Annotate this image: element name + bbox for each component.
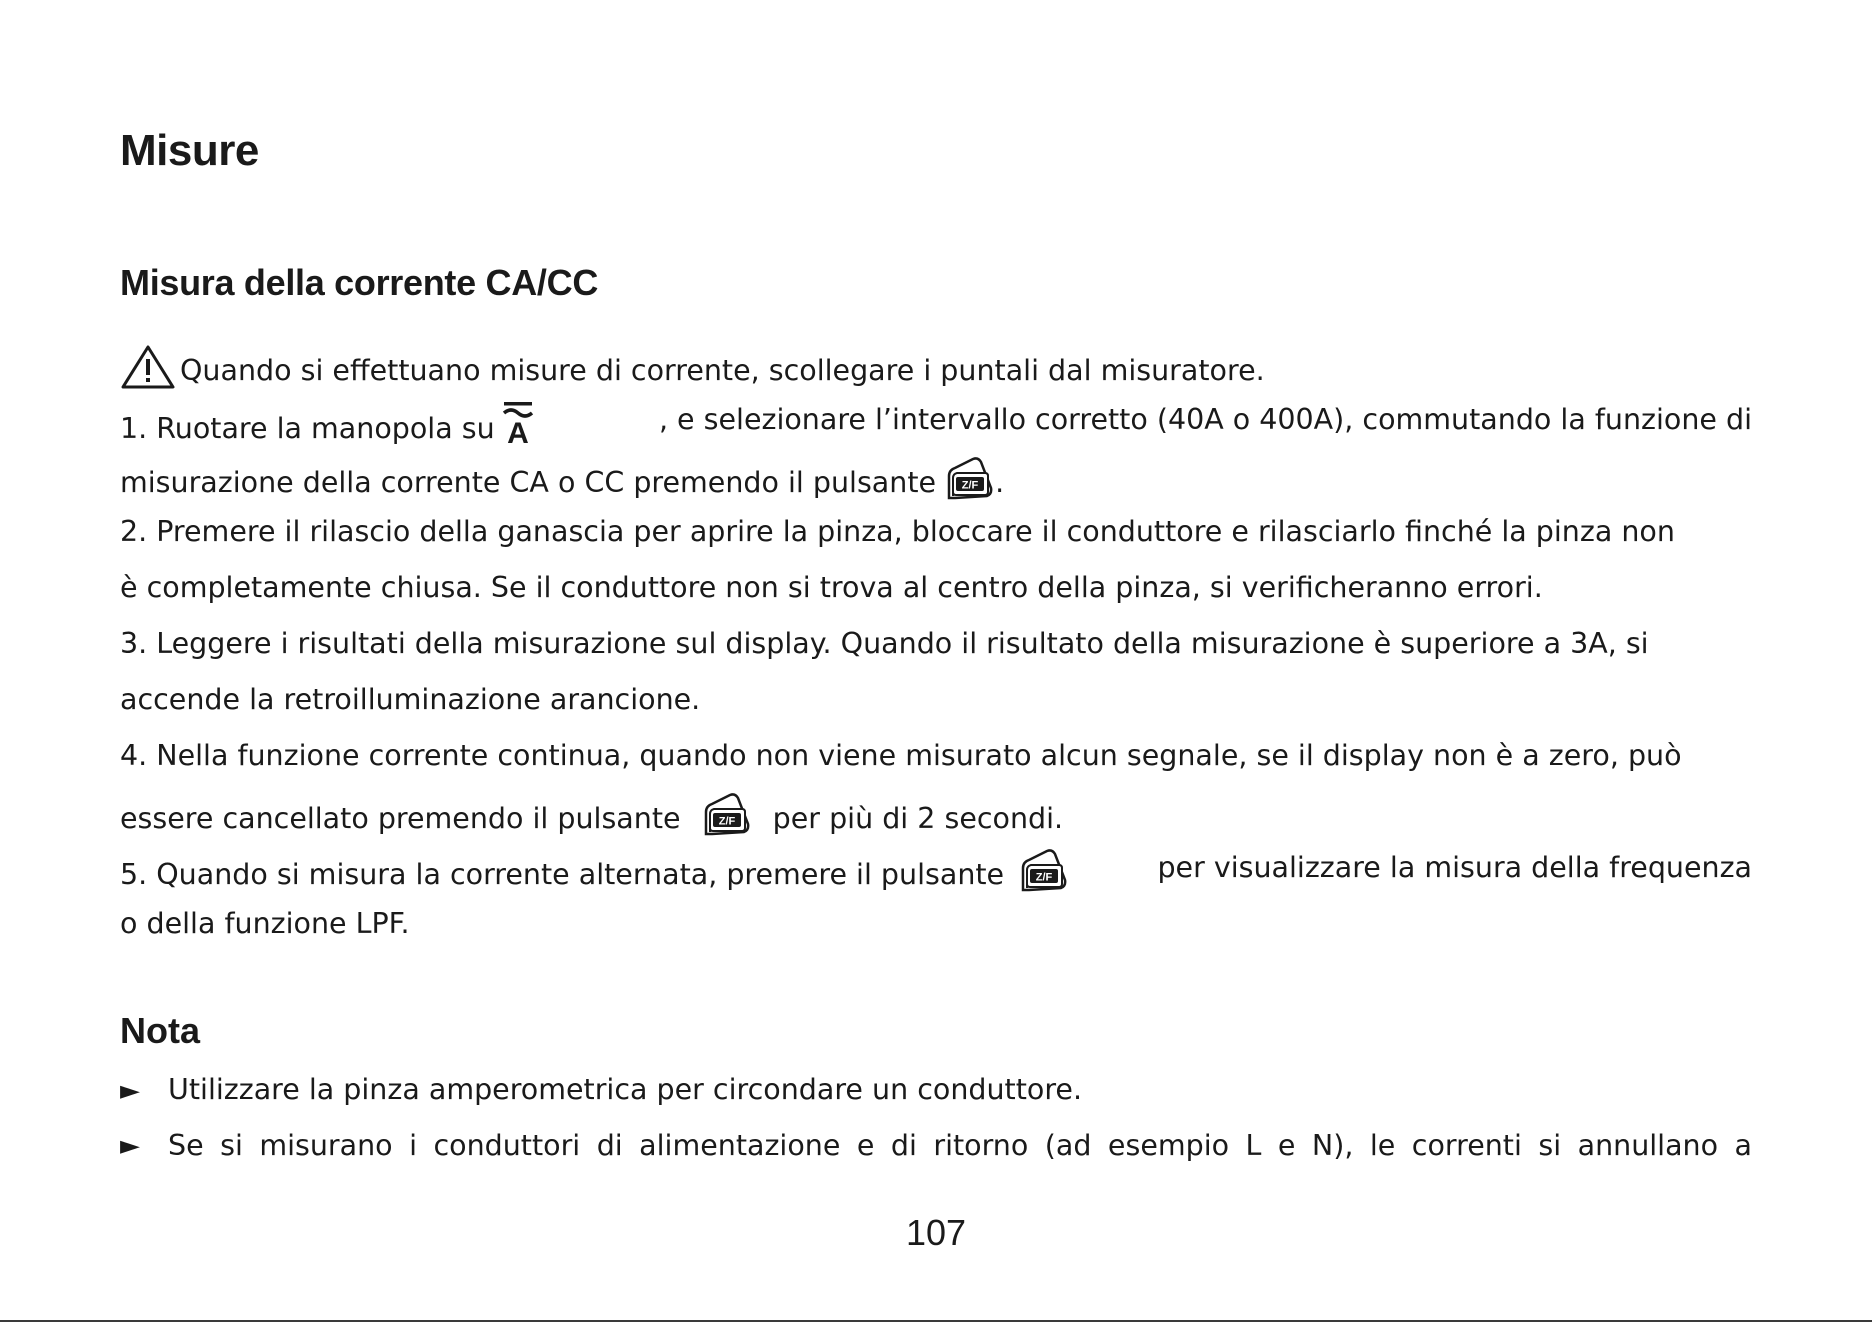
- zf-button-icon: [1019, 848, 1069, 905]
- section-heading: Misura della corrente CA/CC: [120, 262, 599, 303]
- step4-text-c: per più di 2 secondi.: [772, 802, 1064, 835]
- svg-text:Z/F: Z/F: [961, 479, 979, 492]
- svg-text:Z/F: Z/F: [1035, 871, 1053, 884]
- note-item-text: Utilizzare la pinza amperometrica per circondare un conduttore.: [168, 1073, 1083, 1106]
- step2-line1: 2. Premere il rilascio della ganascia per aprire la pinza, bloccare il conduttore e rilasciarlo finché la pinza non: [120, 515, 1675, 548]
- page-title: Misure: [120, 126, 259, 175]
- step5-text-a: 5. Quando si misura la corrente alternata, premere il pulsante: [120, 858, 1005, 891]
- step4-line2: [120, 792, 1752, 849]
- step1-text-a: 1. Ruotare la manopola su: [120, 412, 495, 445]
- step1-line2: [120, 456, 1752, 513]
- document-page: [120, 0, 1752, 1324]
- step5-line1: [120, 848, 1752, 905]
- ac-dc-ampere-icon: [501, 400, 535, 455]
- warning-text: Quando si effettuano misure di corrente, scollegare i puntali dal misuratore.: [180, 354, 1265, 387]
- step1-text-b: , e selezionare l’intervallo corretto (40A o 400A), commutando la funzione di: [658, 403, 1752, 436]
- step1-text-c: misurazione della corrente CA o CC premendo il pulsante: [120, 466, 937, 499]
- note-item: [120, 1070, 1752, 1111]
- note-item: [120, 1126, 1752, 1166]
- svg-text:Z/F: Z/F: [718, 815, 735, 828]
- warning-line: [120, 344, 1752, 401]
- step3-line2: accende la retroilluminazione arancione.: [120, 683, 701, 716]
- bullet-arrow-icon: ►: [120, 1076, 140, 1106]
- step1-text-d: .: [995, 466, 1005, 499]
- zf-button-icon: [945, 456, 995, 513]
- svg-text:A: A: [506, 417, 529, 444]
- note-heading: Nota: [120, 1010, 200, 1051]
- zf-button-icon: [702, 792, 752, 849]
- step5-text-b: per visualizzare la misura della frequenza: [1157, 851, 1752, 884]
- note-item-text: Se si misurano i conduttori di alimentazione e di ritorno (ad esempio L e N), le correnti si annullano a: [168, 1129, 1752, 1162]
- step4-text-b: essere cancellato premendo il pulsante: [120, 802, 681, 835]
- step2-line2: è completamente chiusa. Se il conduttore non si trova al centro della pinza, si verificheranno errori.: [120, 571, 1543, 604]
- bottom-rule: [0, 1320, 1872, 1322]
- step5-line2: o della funzione LPF.: [120, 907, 410, 940]
- bullet-arrow-icon: ►: [120, 1131, 140, 1161]
- step4-line1: 4. Nella funzione corrente continua, quando non viene misurato alcun segnale, se il display non è a zero, può: [120, 739, 1682, 772]
- step3-line1: 3. Leggere i risultati della misurazione sul display. Quando il risultato della misurazione è superiore a 3A, si: [120, 627, 1649, 660]
- step1-line1: [120, 400, 1752, 455]
- page-number: 107: [905, 1212, 967, 1253]
- warning-triangle-icon: [120, 344, 176, 401]
